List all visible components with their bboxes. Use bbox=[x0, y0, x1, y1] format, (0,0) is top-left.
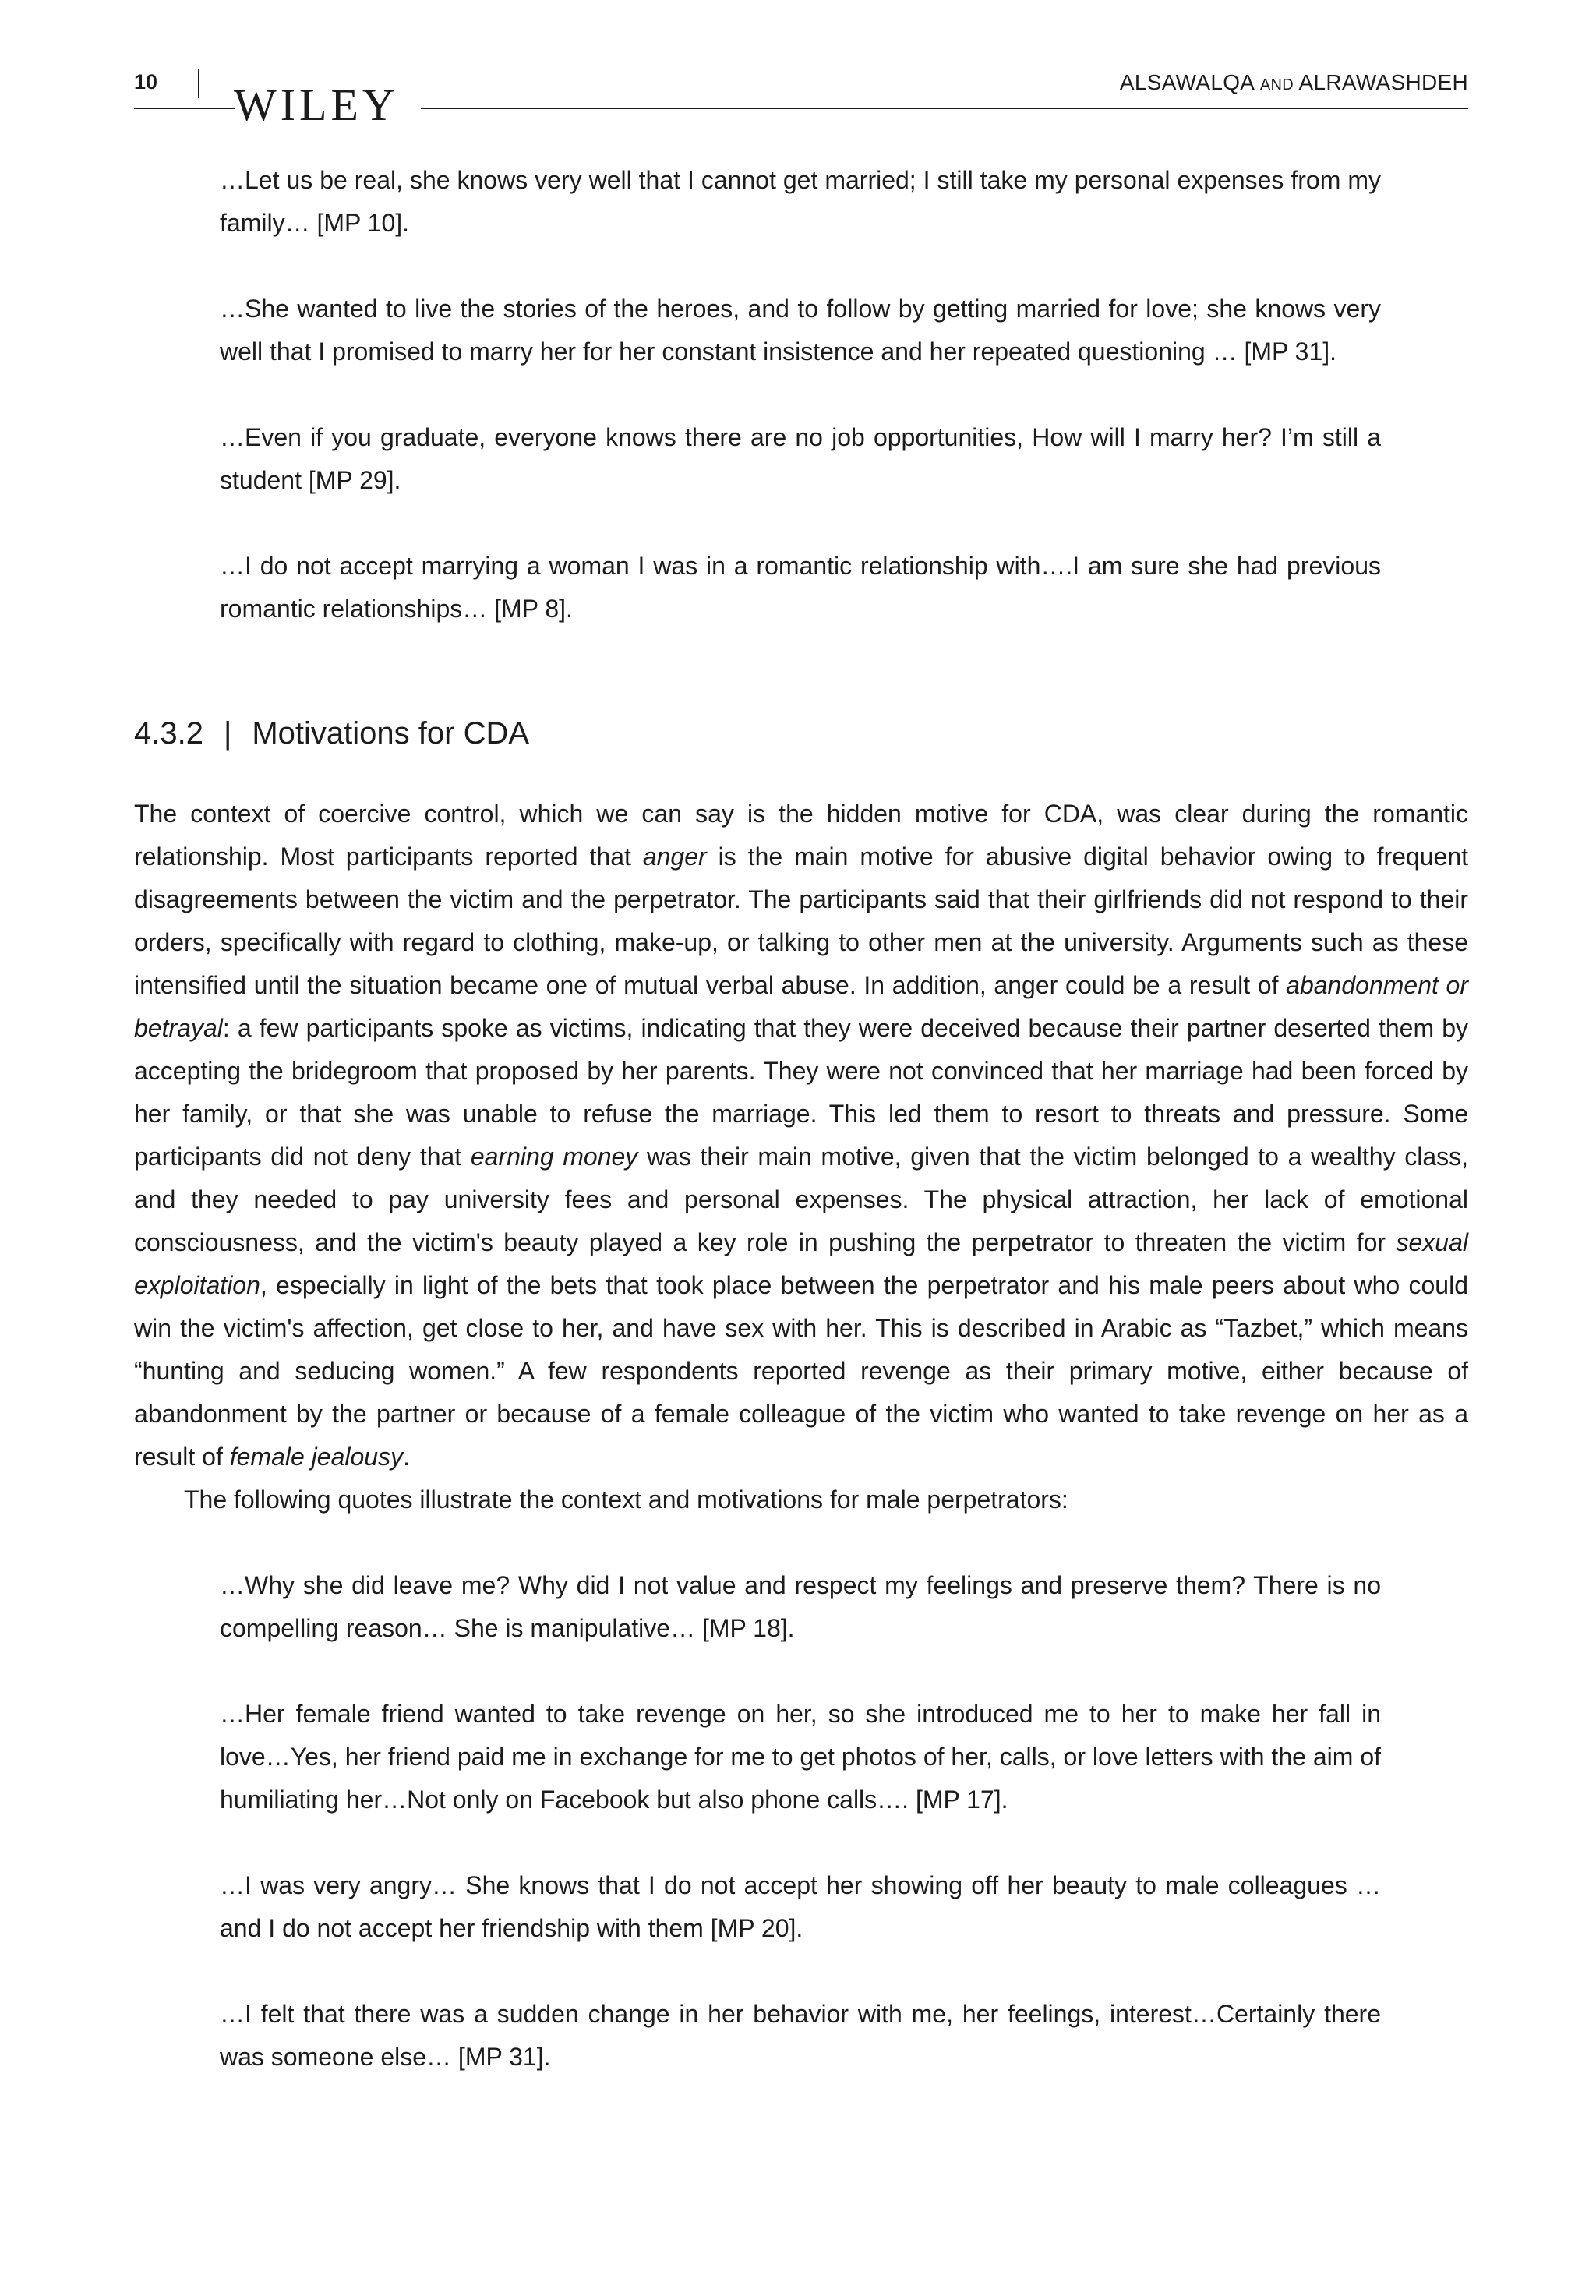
section-separator: | bbox=[223, 716, 232, 751]
section-number: 4.3.2 bbox=[134, 716, 203, 751]
header-separator bbox=[198, 69, 200, 98]
block-quote: …I felt that there was a sudden change in her behavior with me, her feelings, interest…Certainly there was someone else… [MP 31]. bbox=[220, 2000, 1381, 2071]
author-2: ALRAWASHDEH bbox=[1298, 70, 1468, 94]
block-quote: …I was very angry… She knows that I do not accept her showing off her beauty to male colleagues … and I do not accept her friendship with them [MP 20]. bbox=[220, 1871, 1381, 1942]
block-quote: …She wanted to live the stories of the heroes, and to follow by getting married for love; she knows very well that I promised to marry her for her constant insistence and her repeated questioning … [MP 31]. bbox=[220, 295, 1381, 366]
emphasis-term: female jealousy bbox=[229, 1443, 404, 1471]
section-title: Motivations for CDA bbox=[252, 716, 530, 751]
block-quote: …Even if you graduate, everyone knows there are no job opportunities, How will I marry her? I’m still a student [MP 29]. bbox=[220, 423, 1381, 494]
body-paragraph: The following quotes illustrate the context and motivations for male perpetrators: bbox=[184, 1485, 1068, 1514]
text-run: : a few participants spoke as victims, indicating that they were deceived because their partner deserted them by accepting the bridegroom that proposed by her parents. They were not convinced that her marriage had been forced by her family, or that she was unable to refuse the marriage. This led them to resort to threats and pressure. Some participants did not deny that bbox=[134, 1014, 1468, 1171]
emphasis-term: abandonment or betrayal bbox=[134, 971, 1469, 1042]
text-run: The context of coercive control, which we can say is the hidden motive for CDA, was clear during the romantic relationship. Most participants reported that bbox=[134, 800, 1468, 871]
emphasis-term: sexual exploitation bbox=[134, 1228, 1468, 1299]
text-run: , especially in light of the bets that took place between the perpetrator and his male peers about who could win the victim's affection, get close to her, and have sex with her. This is described in Arabic as “Tazbet,” which means “hunting and seducing women.” A few respondents reported revenge as their primary motive, either because of abandonment by the partner or because of a female colleague of the victim who wanted to take revenge on her as a result of bbox=[134, 1271, 1468, 1471]
block-quote: …Her female friend wanted to take revenge on her, so she introduced me to her to make her fall in love…Yes, her friend paid me in exchange for me to get photos of her, calls, or love letters with the aim of humiliating her…Not only on Facebook but also phone calls…. [MP 17]. bbox=[220, 1700, 1381, 1814]
publisher-logo: WILEY bbox=[234, 79, 399, 130]
text-run: is the main motive for abusive digital behavior owing to frequent disagreements between the victim and the perpetrator. The participants said that their girlfriends did not respond to their orders, specifically with regard to clothing, make-up, or talking to other men at the university. Arguments such as these intensified until the situation became one of mutual verbal abuse. In addition, anger could be a result of bbox=[134, 842, 1469, 999]
page-number: 10 bbox=[134, 70, 158, 94]
author-conjunction: AND bbox=[1259, 76, 1294, 94]
emphasis-term: anger bbox=[642, 842, 707, 871]
header-rule bbox=[134, 108, 235, 109]
block-quote: …Let us be real, she knows very well that I cannot get married; I still take my personal expenses from my family… [MP 10]. bbox=[220, 166, 1381, 237]
block-quote: …Why she did leave me? Why did I not value and respect my feelings and preserve them? There is no compelling reason… She is manipulative… [MP 18]. bbox=[220, 1571, 1381, 1642]
section-heading bbox=[134, 712, 1468, 755]
block-quote: …I do not accept marrying a woman I was in a romantic relationship with….I am sure she had previous romantic relationships… [MP 8]. bbox=[220, 552, 1381, 623]
page-header bbox=[134, 55, 1468, 130]
emphasis-term: earning money bbox=[470, 1143, 638, 1171]
body-paragraph bbox=[134, 793, 1468, 1478]
text-run: was their main motive, given that the victim belonged to a wealthy class, and they needed to pay university fees and personal expenses. The physical attraction, her lack of emotional consciousness, and the victim's beauty played a key role in pushing the perpetrator to threaten the victim for bbox=[134, 1143, 1469, 1256]
running-head-authors bbox=[1120, 70, 1468, 95]
text-run: . bbox=[403, 1443, 410, 1471]
quote-group bbox=[134, 1564, 1468, 2079]
page-content bbox=[134, 159, 1468, 2079]
header-rule bbox=[421, 108, 1468, 109]
author-1: ALSAWALQA bbox=[1119, 70, 1254, 94]
